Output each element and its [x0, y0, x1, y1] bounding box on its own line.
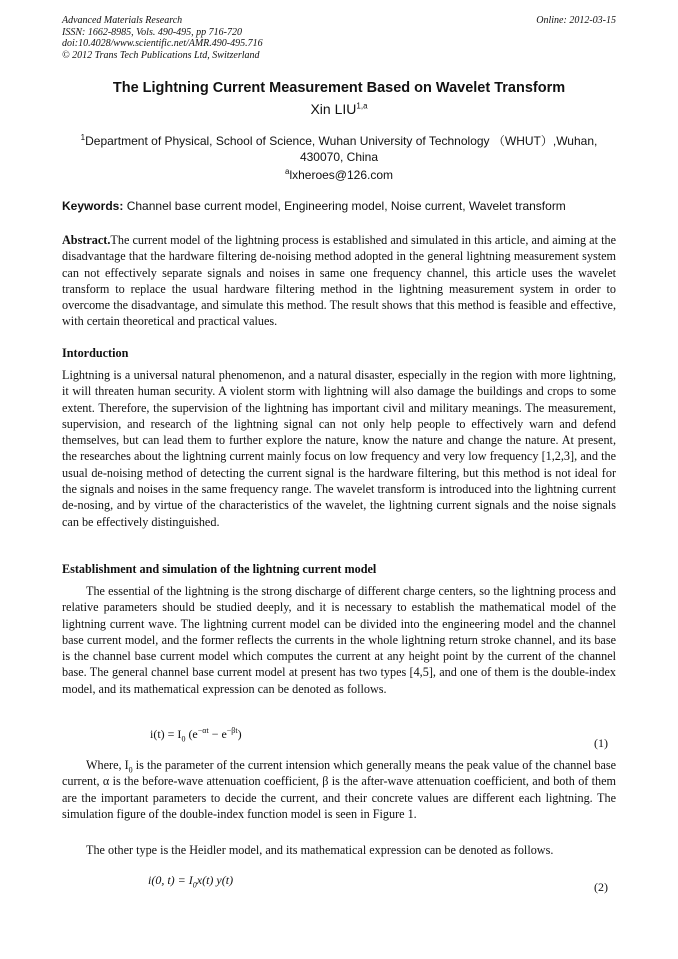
- copyright-line: © 2012 Trans Tech Publications Ltd, Switzerland: [62, 49, 260, 61]
- equation-1: $i(t) = I_0$ $(e^{-\alpha t} - e^{-\beta t})$: [150, 726, 242, 744]
- equation-2: i(0, $t) = I_0x(t)$ y(t): [148, 873, 234, 890]
- affiliation-text: Department of Physical, School of Science, Wuhan University of Technology （WHUT）,Wuhan, 430070, China: [85, 134, 598, 164]
- intro-heading: Intorduction: [62, 346, 129, 360]
- section2-heading: Establishment and simulation of the lightning current model: [62, 562, 377, 576]
- keywords-label: Keywords:: [62, 199, 124, 213]
- author-name: Xin LIU: [310, 101, 357, 117]
- symbol-beta: β: [322, 774, 329, 789]
- abstract-label: Abstract.: [62, 233, 111, 247]
- equation-2-number: (2): [594, 880, 608, 894]
- online-date: Online: 2012-03-15: [536, 15, 616, 26]
- page-header: [62, 15, 616, 61]
- paper-title: The Lightning Current Measurement Based on Wavelet Transform: [112, 80, 566, 96]
- email-line: [62, 168, 616, 182]
- affiliation: [62, 133, 616, 165]
- abstract: [62, 232, 616, 330]
- section2-paragraph: The essential of the lightning is the strong discharge of different charge centers, so the lightning process and relative parameters should be studied deeply, and it is necessary to establish the mathematical model of the lightning current wave. The lightning current model can be divided into the engineering model and the channel base current model, and the former reflects the currents in the whole lightning return stroke channel, and its base is the channel base current model which computes the current at any height point by the current of the channel base. The general channel base current model at present has two types [4,5], and one of them is the double-index model, and its mathematical expression can be denoted as follows.: [62, 584, 616, 696]
- email-address[interactable]: lxheroes@126.com: [289, 168, 394, 182]
- keywords: [62, 199, 616, 213]
- journal-name: Advanced Materials Research: [62, 15, 183, 26]
- email-superscript: a: [284, 167, 290, 176]
- equation-1-number: (1): [594, 736, 608, 750]
- issn-line: ISSN: 1662-8985, Vols. 490-495, pp 716-720: [62, 26, 242, 38]
- abstract-text: The current model of the lightning process is established and simulated in this article, and aiming at the disadvantage that the hardware filtering de-noising method adopted in the general lightning measurement system can not effectively separate signals and noises in same one frequency channel, this article uses the wavelet transform to replace the usual hardware filtering method in the lightning measurement system in order to overcome the disadvantage, and simulate this method. The result shows that this method is feasible and effective, with certain theoretical and practical values.: [62, 233, 616, 329]
- heidler-intro: The other type is the Heidler model, and its mathematical expression can be denoted as follows.: [86, 843, 554, 857]
- keywords-text: Channel base current model, Engineering model, Noise current, Wavelet transform: [126, 199, 566, 213]
- symbol-I0: $I_0$: [124, 758, 133, 775]
- where-paragraph: Where, $I_0$ is the parameter of the current intension which generally means the peak value of the channel base current, α is the before-wave attenuation coefficient, β is the after-wave attenuation coefficient, and both of them are the important parameters to decide the current, and their concrete values are different each lightning. The simulation figure of the double-index function model is seen in Figure 1.: [62, 758, 617, 821]
- author-line: [40, 101, 638, 117]
- doi-line: doi:10.4028/www.scientific.net/AMR.490-495.716: [62, 38, 263, 49]
- symbol-alpha: α: [102, 774, 110, 789]
- author-superscript: 1,a: [356, 101, 368, 111]
- affiliation-superscript: 1: [80, 133, 86, 142]
- intro-paragraph: Lightning is a universal natural phenomenon, and a natural disaster, especially in the region with more lightning, it will threaten human security. A violent storm with lightning will also damage the buildings and crops to some extent. Therefore, the supervision of the lightning has important civil and military meanings. The measurement, supervision, and research of the lightning signal can not only help people to effectively warn and defend themselves, but can lead them to further explore the nature, know the nature and change the nature. At present, the researches about the lightning current mainly focus on low frequency and very low frequency [1,2,3], and the usual de-noising method of detecting the current signal is the hardware filtering, but this method is not ideal for the signals and noises in the same frequency range. The wavelet transform is introduced into the lightning current de-nosing, and by virtue of the characteristics of the wavelet, the lightning current signals and the noise signals can be effectively distinguished.: [62, 368, 616, 529]
